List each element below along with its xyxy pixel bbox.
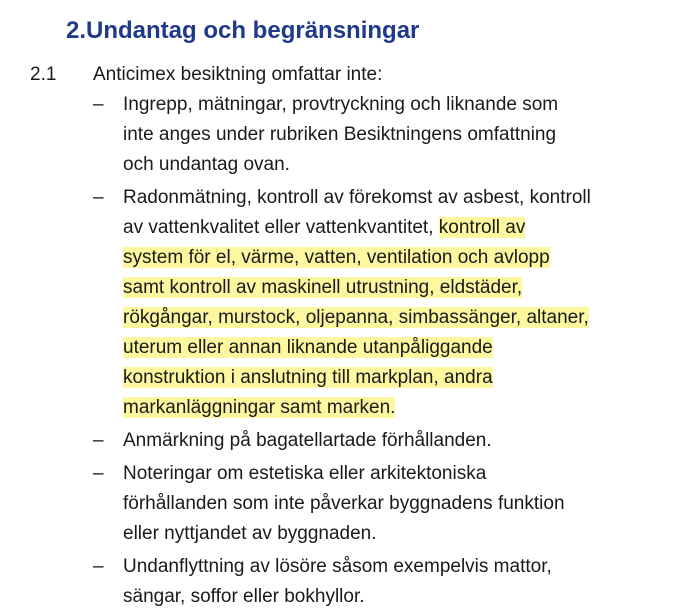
list-item [93,552,693,612]
list-item-text-line: Ingrepp, mätningar, provtryckning och liknande som [123,94,559,115]
list-item-text-line [123,303,693,333]
list-item-text-line [123,213,693,243]
list-item [93,183,693,423]
list-item-text-line: Anmärkning på bagatellartade förhållanden. [123,430,492,451]
list-item-text-line [123,393,693,423]
list-item-text-line: Radonmätning, kontroll av förekomst av asbest, kontroll [123,187,591,208]
list-item-text-line [123,333,693,363]
highlighted-text: system för el, värme, vatten, ventilation och avlopp [123,247,550,268]
highlighted-text: konstruktion i anslutning till markplan, andra [123,367,493,388]
highlighted-text: kontroll av [438,217,526,238]
highlighted-text: samt kontroll av maskinell utrustning, eldstäder, [123,277,523,298]
highlighted-text: uterum eller annan liknande utanpåliggande [123,337,493,358]
list-item [93,426,693,456]
list-item [93,90,693,180]
list-item-text-line: eller nyttjandet av byggnaden. [123,523,377,544]
clause-number: 2.1 [30,64,57,85]
section-title: 2.Undantag och begränsningar [66,17,420,44]
highlighted-text: markanläggningar samt marken. [123,397,396,418]
list-item-text-line: sängar, soffor eller bokhyllor. [123,586,365,607]
plain-text: av vattenkvalitet eller vattenkvantitet, [123,217,439,238]
highlighted-text: rökgångar, murstock, oljepanna, simbassänger, altaner, [123,307,589,328]
clause-intro: Anticimex besiktning omfattar inte: [93,64,383,85]
exclusion-list [93,90,693,615]
bullet-dash: – [93,187,104,208]
bullet-dash: – [93,430,104,451]
list-item-text-line [123,243,693,273]
bullet-dash: – [93,94,104,115]
list-item-text-line: Noteringar om estetiska eller arkitektoniska [123,463,487,484]
list-item-text-line [123,363,693,393]
list-item-text-line: Undanflyttning av lösöre såsom exempelvis mattor, [123,556,552,577]
list-item-text-line: och undantag ovan. [123,154,290,175]
bullet-dash: – [93,556,104,577]
list-item-text-line [123,273,693,303]
list-item [93,459,693,549]
bullet-dash: – [93,463,104,484]
list-item-text-line: inte anges under rubriken Besiktningens omfattning [123,124,557,145]
list-item-text-line: förhållanden som inte påverkar byggnadens funktion [123,493,565,514]
